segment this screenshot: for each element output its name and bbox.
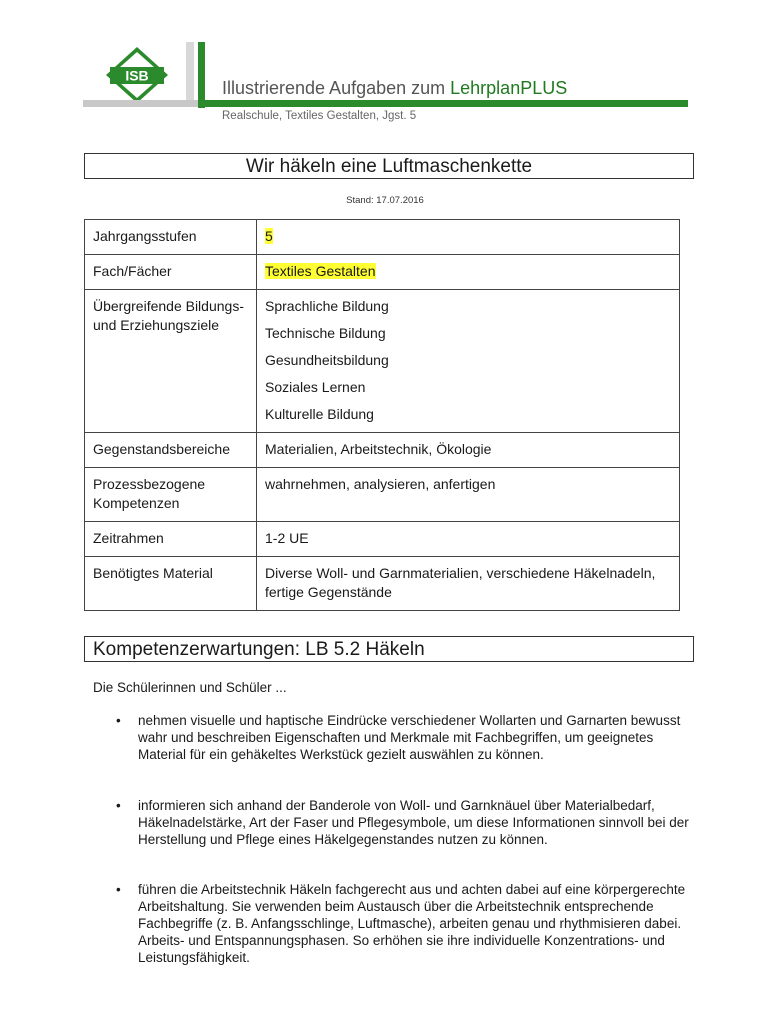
row-value: Diverse Woll- und Garnmaterialien, verschiedene Häkelnadeln, fertige Gegenstände	[257, 557, 680, 611]
goal-item: Kulturelle Bildung	[265, 406, 374, 422]
bullet-item: nehmen visuelle und haptische Eindrücke verschiedener Wollarten und Garnarten bewusst wahr und beschreiben Eigenschaften und Merkmale mit Fachbegriffen, um geeignetes Material für ein gehäkeltes Werkstück gezielt auswählen zu können.	[138, 713, 681, 762]
row-value: 1-2 UE	[257, 522, 680, 557]
row-label: Gegenstandsbereiche	[85, 433, 257, 468]
grade-value: 5	[265, 228, 273, 244]
table-row	[85, 220, 680, 255]
table-row	[85, 433, 680, 468]
bullet-icon: •	[116, 798, 121, 813]
header-grey-bar	[83, 100, 200, 107]
row-label: Jahrgangsstufen	[85, 220, 257, 255]
row-label: Fach/Fächer	[85, 255, 257, 290]
document-title: Wir häkeln eine Luftmaschenkette	[84, 153, 694, 179]
goal-item: Technische Bildung	[265, 325, 386, 341]
table-row	[85, 290, 680, 433]
bullet-icon: •	[116, 713, 121, 728]
row-value: Materialien, Arbeitstechnik, Ökologie	[257, 433, 680, 468]
info-table	[84, 219, 680, 611]
bullet-item: führen die Arbeitstechnik Häkeln fachgerecht aus und achten dabei auf eine körpergerechte Arbeitshaltung. Sie verwenden beim Austausch über die Arbeitstechnik entsprechende Fachbegriffe (z. B. Anfangsschlinge, Luftmasche), arbeiten genau und rhythmisieren dabei. Arbeits- und Entspannungsphasen. So erhöhen sie ihre individuelle Konzentrations- und Leistungsfähigkeit.	[138, 882, 686, 965]
table-row	[85, 557, 680, 611]
header-subtitle: Realschule, Textiles Gestalten, Jgst. 5	[222, 110, 417, 122]
header-title-brand: LehrplanPLUS	[450, 78, 568, 98]
bullet-item: informieren sich anhand der Banderole von Woll- und Garnknäuel über Materialbedarf, Häkelnadelstärke, Art der Faser und Pflegesymbole, um diese Informationen sinnvoll bei der Herstellung und Pflege eines Häkelgegenstandes nutzen zu können.	[138, 798, 689, 847]
subject-value: Textiles Gestalten	[265, 263, 376, 279]
row-value	[257, 220, 680, 255]
goal-item: Sprachliche Bildung	[265, 298, 389, 314]
intro-text: Die Schülerinnen und Schüler ...	[93, 680, 287, 695]
row-label: Übergreifende Bildungs- und Erziehungsziele	[85, 290, 257, 433]
table-row	[85, 468, 680, 522]
table-row	[85, 255, 680, 290]
row-value: wahrnehmen, analysieren, anfertigen	[257, 468, 680, 522]
document-date: Stand: 17.07.2016	[346, 195, 424, 206]
goal-item: Gesundheitsbildung	[265, 352, 389, 368]
row-value	[257, 255, 680, 290]
row-label: Zeitrahmen	[85, 522, 257, 557]
row-value	[257, 290, 680, 433]
goal-item: Soziales Lernen	[265, 379, 366, 395]
header-grey-line	[186, 42, 194, 102]
isb-logo	[104, 45, 170, 105]
section-heading: Kompetenzerwartungen: LB 5.2 Häkeln	[84, 636, 694, 662]
row-label: Prozessbezogene Kompetenzen	[85, 468, 257, 522]
row-label: Benötigtes Material	[85, 557, 257, 611]
bullet-icon: •	[116, 882, 121, 897]
header-title	[222, 78, 567, 99]
header-title-prefix: Illustrierende Aufgaben zum	[222, 78, 451, 98]
logo-text: ISB	[125, 67, 149, 84]
header-green-bar	[198, 100, 688, 107]
table-row	[85, 522, 680, 557]
header-green-line	[198, 42, 205, 108]
